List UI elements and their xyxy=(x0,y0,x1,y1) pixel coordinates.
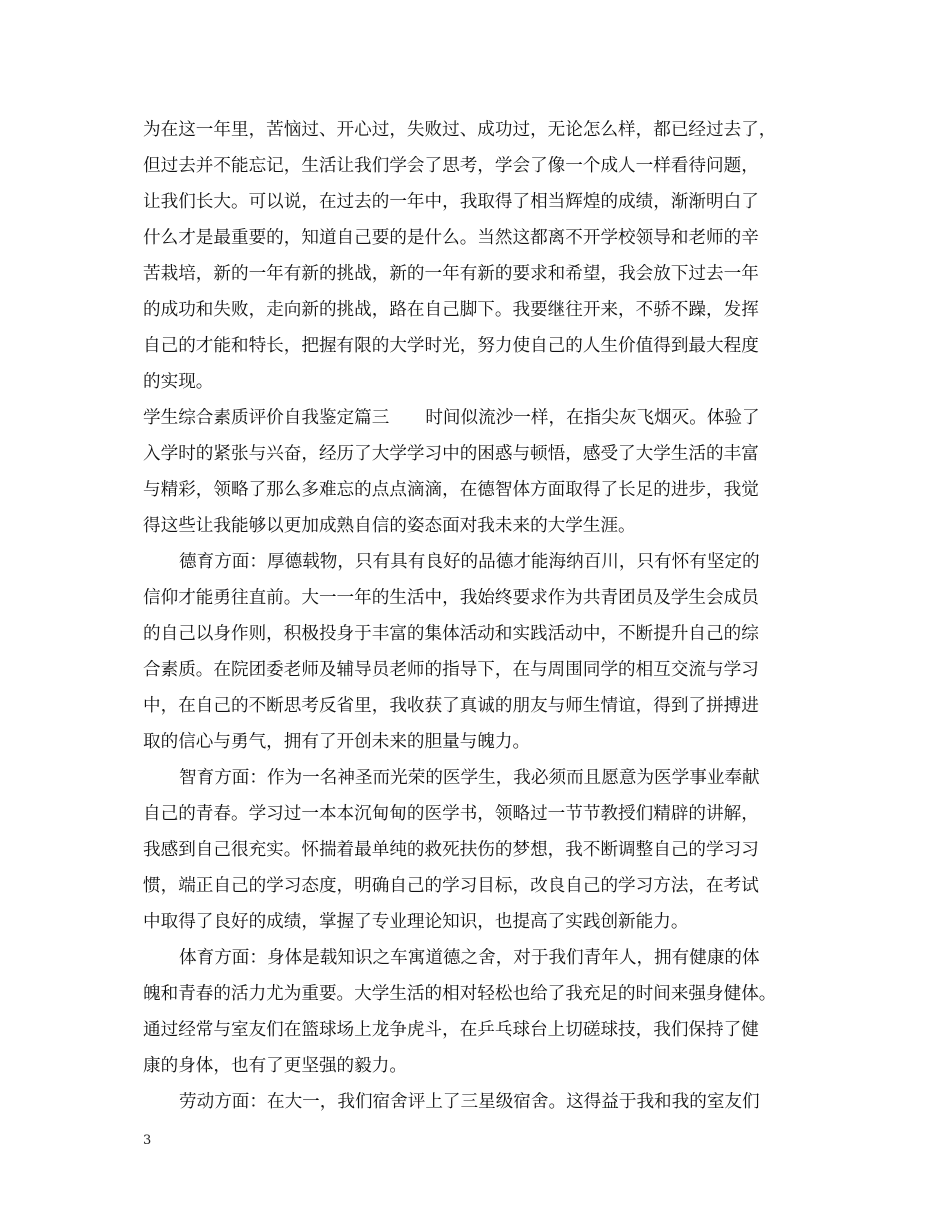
text-line: 康的身体，也有了更坚强的毅力。 xyxy=(143,1056,407,1076)
text-line: 得这些让我能够以更加成熟自信的姿态面对我未来的大学生涯。 xyxy=(143,516,636,536)
text-line: 合素质。在院团委老师及辅导员老师的指导下，在与周围同学的相互交流与学习 xyxy=(143,660,759,680)
text-line: 中取得了良好的成绩，掌握了专业理论知识，也提高了实践创新能力。 xyxy=(143,912,689,932)
paragraph-labor-first-line: 劳动方面：在大一，我们宿舍评上了三星级宿舍。这得益于我和我的室友们 xyxy=(179,1092,760,1112)
text-line: 苦栽培，新的一年有新的挑战，新的一年有新的要求和希望，我会放下过去一年 xyxy=(143,264,759,284)
page-number: 3 xyxy=(143,1133,152,1148)
text-line: 通过经常与室友们在篮球场上龙争虎斗，在乒乓球台上切磋球技，我们保持了健 xyxy=(143,1020,759,1040)
text-line: 什么才是最重要的，知道自己要的是什么。当然这都离不开学校领导和老师的辛 xyxy=(143,228,759,248)
text-line: 自己的青春。学习过一本本沉甸甸的医学书，领略过一节节教授们精辟的讲解， xyxy=(143,804,759,824)
text-line: 中，在自己的不断思考反省里，我收获了真诚的朋友与师生情谊，得到了拼搏进 xyxy=(143,696,759,716)
section-heading-line xyxy=(143,403,823,433)
text-line: 与精彩，领略了那么多难忘的点点滴滴，在德智体方面取得了长足的进步，我觉 xyxy=(143,480,759,500)
text-line: 自己的才能和特长，把握有限的大学时光，努力使自己的人生价值得到最大程度 xyxy=(143,336,759,356)
text-line: 我感到自己很充实。怀揣着最单纯的救死扶伤的梦想，我不断调整自己的学习习 xyxy=(143,840,759,860)
text-line: 为在这一年里，苦恼过、开心过，失败过、成功过，无论怎么样，都已经过去了， xyxy=(143,120,777,140)
text-line: 的自己以身作则，积极投身于丰富的集体活动和实践活动中，不断提升自己的综 xyxy=(143,624,759,644)
text-line: 魄和青春的活力尤为重要。大学生活的相对轻松也给了我充足的时间来强身健体。 xyxy=(143,984,777,1004)
text-line: 的成功和失败，走向新的挑战，路在自己脚下。我要继往开来，不骄不躁，发挥 xyxy=(143,300,759,320)
text-line: 惯，端正自己的学习态度，明确自己的学习目标，改良自己的学习方法，在考试 xyxy=(143,876,759,896)
section-title: 学生综合素质评价自我鉴定篇三 xyxy=(143,408,390,428)
text-line: 入学时的紧张与兴奋，经历了大学学习中的困惑与顿悟，感受了大学生活的丰富 xyxy=(143,444,759,464)
text-line: 的实现。 xyxy=(143,372,214,392)
text-line: 但过去并不能忘记，生活让我们学会了思考，学会了像一个成人一样看待问题， xyxy=(143,156,759,176)
text-line: 信仰才能勇往直前。大一一年的生活中，我始终要求作为共青团员及学生会成员 xyxy=(143,588,759,608)
paragraph-intellect-first-line: 智育方面：作为一名神圣而光荣的医学生，我必须而且愿意为医学事业奉献 xyxy=(179,768,760,788)
text-line: 取的信心与勇气，拥有了开创未来的胆量与魄力。 xyxy=(143,732,531,752)
section-first-text: 时间似流沙一样，在指尖灰飞烟灭。体验了 xyxy=(425,408,760,428)
paragraph-moral-first-line: 德育方面：厚德载物，只有具有良好的品德才能海纳百川，只有怀有坚定的 xyxy=(179,552,760,572)
paragraph-physical-first-line: 体育方面：身体是载知识之车寓道德之舍，对于我们青年人，拥有健康的体 xyxy=(179,948,760,968)
text-line: 让我们长大。可以说，在过去的一年中，我取得了相当辉煌的成绩，渐渐明白了 xyxy=(143,192,759,212)
